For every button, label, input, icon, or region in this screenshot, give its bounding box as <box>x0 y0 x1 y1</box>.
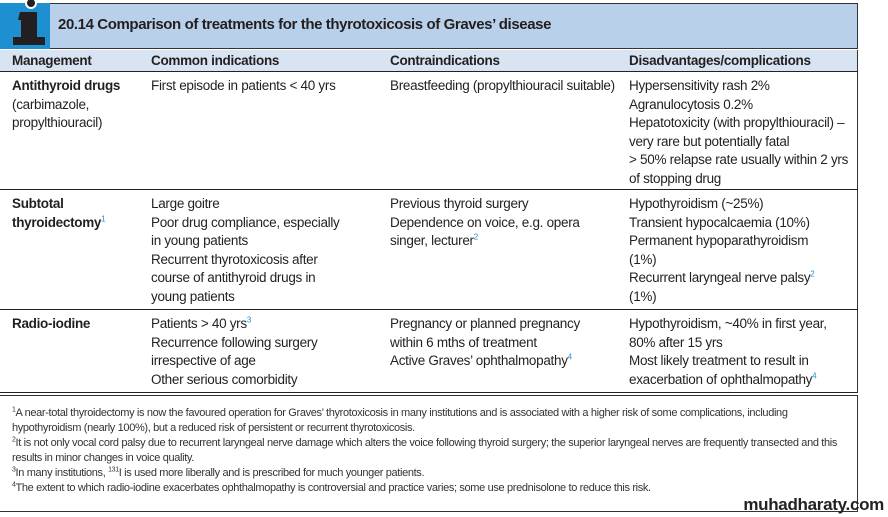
footnote-text: In many institutions, <box>15 467 109 479</box>
indication: Large goitre <box>151 196 220 211</box>
complication: Hepatotoxicity (with propylthiouracil) – very rare but potentially fatal <box>629 115 845 149</box>
col-contraindications: Contraindications <box>390 53 500 68</box>
complications-cell <box>629 77 854 189</box>
management-name: Subtotal thyroidectomy <box>12 196 102 230</box>
contraindications-cell <box>390 77 625 96</box>
footnote-text: I is used more liberally and is prescribed for much younger patients. <box>118 467 425 479</box>
complication: Hypothyroidism, ~40% in first year, 80% after 15 yrs <box>629 316 827 350</box>
footnote-ref: 1 <box>101 214 106 224</box>
complication: Most likely treatment to result in exacerbation of ophthalmopathy <box>629 353 813 387</box>
footnote-ref: 3 <box>246 315 251 325</box>
footnote-number: 2 <box>12 436 16 444</box>
contraindication: Previous thyroid surgery <box>390 196 529 211</box>
indication: Patients > 40 yrs <box>151 316 247 331</box>
footnotes <box>0 395 858 512</box>
footnote-number: 1 <box>12 406 16 414</box>
footnote <box>12 481 852 496</box>
complication: Permanent hypoparathyroidism (1%) <box>629 233 809 267</box>
indication: First episode in patients < 40 yrs <box>151 78 336 93</box>
indications-cell <box>151 195 341 307</box>
footnote-number: 3 <box>12 466 16 474</box>
management-cell <box>12 77 147 133</box>
complication: Recurrent laryngeal nerve palsy <box>629 270 811 286</box>
indications-cell <box>151 77 386 96</box>
footnote <box>12 406 852 435</box>
column-headers <box>0 50 858 72</box>
col-management: Management <box>12 53 92 68</box>
indications-cell <box>151 315 351 389</box>
indication: Poor drug compliance, especially in young patients <box>151 214 340 249</box>
footnote-number: 4 <box>12 481 16 489</box>
col-complications: Disadvantages/complications <box>629 53 811 68</box>
complication: (1%) <box>629 288 657 304</box>
table-title: 20.14 Comparison of treatments for the thyrotoxicosis of Graves’ disease <box>58 16 552 33</box>
footnote-text: The extent to which radio-iodine exacerbates ophthalmopathy is controversial and practice varies; some use prednisolone to reduce this risk. <box>15 482 651 494</box>
footnote-ref: 4 <box>812 371 817 381</box>
contraindications-cell <box>390 315 605 371</box>
indication: Recurrent thyrotoxicosis after course of antithyroid drugs in young patients <box>151 251 318 304</box>
management-note: (carbimazole, propylthiouracil) <box>12 96 103 131</box>
management-name: Radio-iodine <box>12 316 91 331</box>
complications-cell <box>629 315 854 389</box>
contraindications-cell <box>390 195 600 251</box>
indication: Recurrence following surgery irrespective of age <box>151 334 318 369</box>
complications-cell <box>629 195 829 307</box>
indication: Other serious comorbidity <box>151 371 298 387</box>
table-row <box>0 190 858 310</box>
complication: > 50% relapse rate usually within 2 yrs of stopping drug <box>629 152 849 186</box>
complication: Hypothyroidism (~25%) <box>629 196 764 211</box>
contraindication: Dependence on voice, e.g. opera singer, lecturer <box>390 214 580 249</box>
table-row <box>0 72 858 190</box>
table-row <box>0 310 858 393</box>
footnote-ref: 2 <box>810 269 815 279</box>
complication: Hypersensitivity rash 2% <box>629 78 770 93</box>
footnote <box>12 466 852 481</box>
management-cell <box>12 315 147 334</box>
watermark: muhadharaty.com <box>743 495 884 514</box>
complication: Agranulocytosis 0.2% <box>629 96 753 112</box>
footnote-text: A near-total thyroidectomy is now the favoured operation for Graves’ thyrotoxicosis in many institutions and is associated with a higher risk of some complications, including hypothyroidism (nearly 100%), but a reduced risk of persistent or recurrent thyrotoxicosis. <box>12 407 788 434</box>
info-icon <box>0 3 50 49</box>
contraindication: Active Graves’ ophthalmopathy <box>390 353 568 369</box>
isotope-mass: 131 <box>108 466 119 474</box>
management-name: Antithyroid drugs <box>12 78 121 93</box>
footnote-text: It is not only vocal cord palsy due to recurrent laryngeal nerve damage which alters the voice following thyroid surgery; the superior laryngeal nerves are frequently transected and this results in minor changes in voice quality. <box>12 437 838 464</box>
contraindication: Pregnancy or planned pregnancy within 6 mths of treatment <box>390 316 580 350</box>
footnote-ref: 2 <box>473 232 478 242</box>
footnote-ref: 4 <box>567 352 572 362</box>
col-indications: Common indications <box>151 53 280 68</box>
complication: Transient hypocalcaemia (10%) <box>629 214 810 230</box>
management-cell <box>12 195 112 232</box>
footnote <box>12 436 852 465</box>
contraindication: Breastfeeding (propylthiouracil suitable) <box>390 78 615 93</box>
